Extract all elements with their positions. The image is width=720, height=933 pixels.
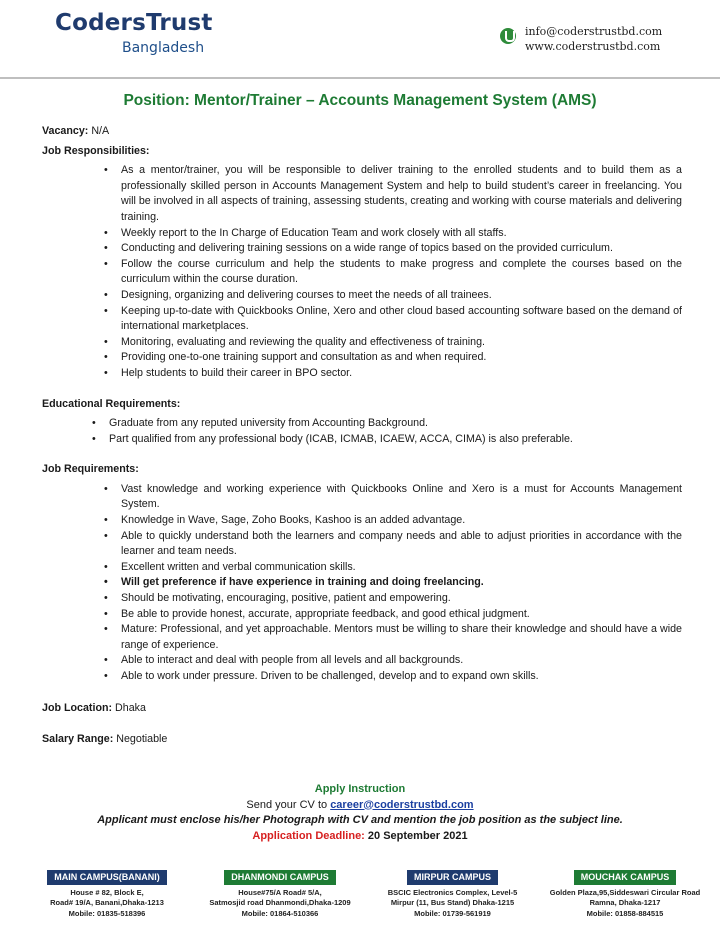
location-label: Job Location:: [42, 701, 113, 714]
campus-card: [532, 870, 718, 919]
campus-address-line: House#75/A Road# 5/A,: [238, 887, 322, 897]
list-item: • Able to quickly understand both the learners and company needs and able to adjust priorities in accordance with the learner and team needs.: [104, 529, 682, 560]
campus-name: MAIN CAMPUS(BANANI): [47, 870, 167, 885]
apply-note: Applicant must enclose his/her Photograph with CV and mention the job position as the subject line.: [97, 814, 623, 826]
campus-card: [190, 870, 370, 919]
requirements-list: [104, 482, 682, 685]
deadline-line: [0, 829, 720, 845]
campus-name: MOUCHAK CAMPUS: [574, 870, 677, 885]
list-item: • Be able to provide honest, accurate, appropriate feedback, and good ethical judgment.: [104, 607, 682, 623]
list-item: • Monitoring, evaluating and reviewing the quality and effectiveness of training.: [104, 335, 682, 351]
page-title: Position: Mentor/Trainer – Accounts Management System (AMS): [123, 92, 597, 109]
location-value: Dhaka: [115, 701, 146, 714]
campus-phone: Mobile: 01835-518396: [68, 908, 146, 918]
list-item: • Excellent written and verbal communication skills.: [104, 560, 682, 576]
campus-card: [370, 870, 535, 919]
contact-website[interactable]: www.coderstrustbd.com: [525, 40, 661, 53]
list-item: • Keeping up-to-date with Quickbooks Online, Xero and other cloud based accounting software based on the demand of international marketplaces.: [104, 304, 682, 335]
logo-subtitle: Bangladesh: [122, 40, 205, 56]
education-list: [92, 416, 682, 447]
vacancy-value: N/A: [91, 125, 110, 137]
list-item: • Conducting and delivering training sessions on a wide range of topics based on the provided curriculum.: [104, 241, 682, 257]
campus-address-line: Mirpur (11, Bus Stand) Dhaka-1215: [390, 898, 515, 907]
header-divider: [0, 77, 720, 79]
header: [0, 0, 720, 78]
vacancy-line: [42, 124, 682, 140]
list-item: • Follow the course curriculum and help the students to make progress and complete the courses based on the curriculum within the course duration.: [104, 257, 682, 288]
apply-email-link[interactable]: career@coderstrustbd.com: [330, 798, 474, 811]
list-item: • Weekly report to the In Charge of Education Team and work closely with all staffs.: [104, 226, 682, 242]
campus-address-line: Golden Plaza,95,Siddeswari Circular Road: [549, 887, 701, 897]
list-item: • Vast knowledge and working experience with Quickbooks Online and Xero is a must for Accounts Management System.: [104, 482, 682, 513]
list-item: • Will get preference if have experience in training and doing freelancing.: [104, 575, 682, 591]
list-item: • Able to work under pressure. Driven to be challenged, develop and to expand own skills.: [104, 669, 682, 685]
list-item: • Help students to build their career in BPO sector.: [104, 366, 682, 382]
list-item: • Able to interact and deal with people from all levels and all backgrounds.: [104, 653, 682, 669]
apply-heading: Apply Instruction: [314, 783, 406, 795]
logo-title: CodersTrust: [55, 10, 213, 36]
salary-label: Salary Range:: [42, 733, 114, 746]
apply-send-text: Send your CV to: [246, 798, 331, 811]
job-body: [42, 124, 682, 752]
campus-address-line: Road# 19/A, Banani,Dhaka-1213: [50, 898, 164, 907]
apply-section: [0, 782, 720, 844]
contact-block: [525, 24, 662, 54]
responsibilities-heading: Job Responsibilities:: [42, 144, 150, 157]
campus-footer: [0, 870, 720, 930]
list-item: • As a mentor/trainer, you will be responsible to deliver training to the enrolled students and to build them as a professionally skilled person in Accounts Management System and help to build student’s career in freelancing. You will be involved in all aspects of training, assessing students, creating and working with course materials and delivering training.: [104, 163, 682, 225]
responsibilities-list: [104, 163, 682, 381]
campus-phone: Mobile: 01864-510366: [241, 908, 319, 918]
location-pin-icon: [500, 28, 516, 44]
vacancy-label: Vacancy:: [42, 125, 89, 137]
salary-value: Negotiable: [116, 733, 168, 746]
list-item: • Should be motivating, encouraging, positive, patient and empowering.: [104, 591, 682, 607]
contact-email[interactable]: info@coderstrustbd.com: [525, 25, 663, 38]
campus-address-line: Satmosjid road Dhanmondi,Dhaka-1209: [209, 898, 351, 907]
salary-line: [42, 732, 682, 748]
campus-name: MIRPUR CAMPUS: [407, 870, 498, 885]
deadline-label: Application Deadline:: [252, 829, 365, 842]
list-item: • Knowledge in Wave, Sage, Zoho Books, Kashoo is an added advantage.: [104, 513, 682, 529]
campus-phone: Mobile: 01858-884515: [586, 908, 664, 918]
list-item: • Part qualified from any professional body (ICAB, ICMAB, ICAEW, ACCA, CIMA) is also preferable.: [92, 432, 682, 448]
campus-card: [22, 870, 192, 919]
campus-address-line: Ramna, Dhaka-1217: [589, 898, 661, 907]
deadline-value: 20 September 2021: [367, 829, 468, 842]
campus-address-line: BSCIC Electronics Complex, Level-5: [387, 887, 518, 897]
list-item: • Mature: Professional, and yet approachable. Mentors must be willing to share their knowledge and should have a wide range of experience.: [104, 622, 682, 653]
requirements-heading: Job Requirements:: [42, 463, 139, 476]
apply-send-line: [0, 798, 720, 814]
list-item: • Designing, organizing and delivering courses to meet the needs of all trainees.: [104, 288, 682, 304]
list-item: • Graduate from any reputed university from Accounting Background.: [92, 416, 682, 432]
campus-phone: Mobile: 01739-561919: [414, 908, 491, 918]
list-item: • Providing one-to-one training support and consultation as and when required.: [104, 350, 682, 366]
campus-name: DHANMONDI CAMPUS: [224, 870, 336, 885]
location-line: [42, 701, 682, 717]
campus-address-line: House # 82, Block E,: [70, 887, 144, 897]
education-heading: Educational Requirements:: [42, 397, 181, 410]
